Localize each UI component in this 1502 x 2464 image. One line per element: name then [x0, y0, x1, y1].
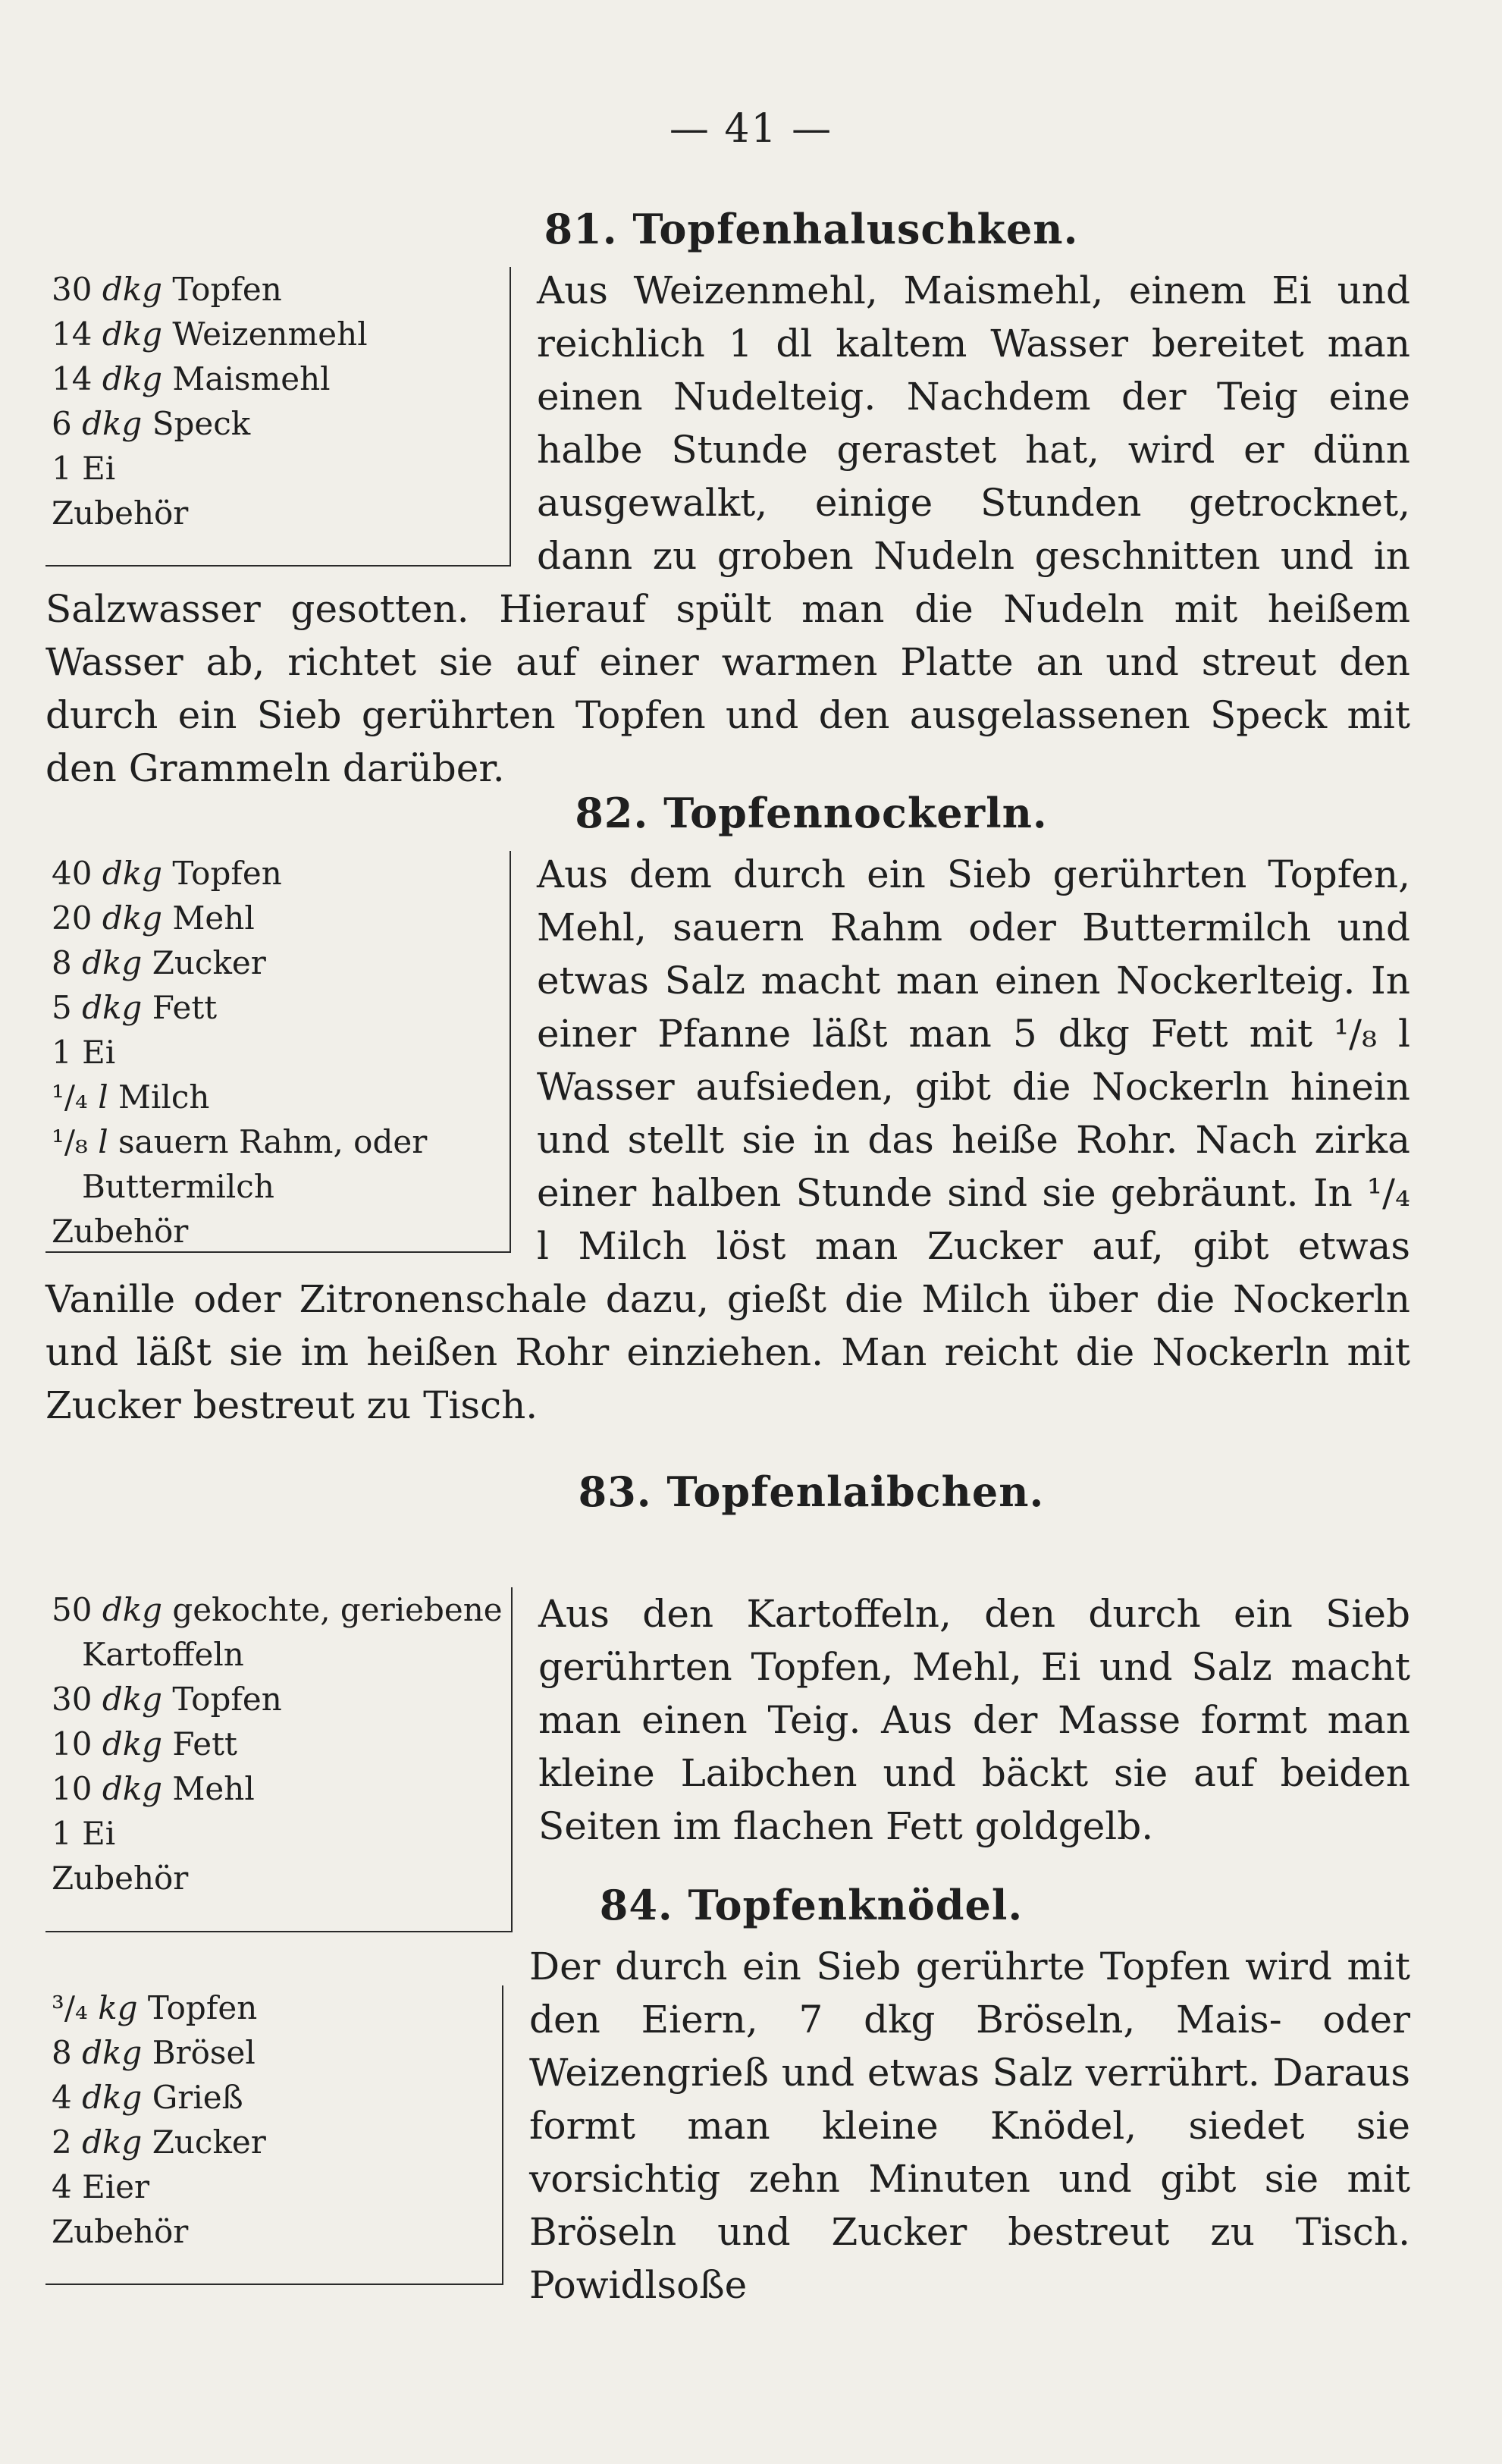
recipe-title: 83. Topfenlaibchen. — [578, 1467, 1045, 1516]
ingredient-item — [52, 940, 499, 985]
ingredient-unit: dkg — [102, 1591, 163, 1628]
ingredient-item — [52, 1677, 500, 1722]
recipe-83 — [45, 1467, 1410, 1932]
ingredient-item — [52, 267, 499, 312]
ingredient-name: Buttermilch — [82, 1168, 274, 1205]
ingredient-unit: dkg — [102, 855, 163, 892]
ingredient-name: Topfen — [172, 855, 282, 892]
ingredient-name: Zubehör — [52, 1860, 189, 1897]
ingredient-unit: kg — [98, 1989, 138, 2026]
ingredient-name: Topfen — [172, 271, 282, 308]
ingredient-item — [52, 401, 499, 446]
ingredient-qty: 8 — [52, 2034, 72, 2071]
ingredient-unit: dkg — [82, 2123, 143, 2161]
ingredient-name: Kartoffeln — [82, 1636, 244, 1673]
ingredient-name: Speck — [152, 405, 251, 442]
ingredient-unit: dkg — [82, 2079, 143, 2116]
recipe-text: Aus Weizenmehl, Maismehl, einem Ei und reichlich 1 dl kaltem Wasser bereitet man einen Nudelteig. Nachdem der Teig eine halbe Stunde gerastet hat, wird er dünn ausgewalkt, einige Stunden getrocknet, dann zu groben Nudeln geschnitten und in Salzwasser gesotten. Hierauf spült man die Nudeln mit heißem Wasser ab, richtet sie auf einer warmen Platte an und streut den durch ein Sieb gerührten Topfen und den ausgelassenen Speck mit den Grammeln darüber. — [45, 268, 1410, 790]
ingredient-qty: 1 — [52, 450, 72, 487]
ingredient-unit: l — [98, 1078, 108, 1116]
ingredient-item — [52, 1587, 503, 1632]
ingredient-qty: 1 — [52, 1815, 72, 1852]
recipe-82 — [45, 789, 1410, 1432]
ingredient-item — [52, 1811, 500, 1856]
ingredient-item — [52, 2209, 491, 2254]
ingredient-list — [45, 267, 511, 567]
ingredient-item — [52, 1119, 499, 1164]
ingredient-unit: dkg — [82, 2034, 143, 2071]
ingredient-name: Ei — [82, 450, 116, 487]
ingredient-qty: 14 — [52, 315, 93, 353]
ingredient-qty: 14 — [52, 360, 93, 397]
ingredient-item — [52, 851, 499, 896]
ingredient-item — [52, 1075, 499, 1119]
ingredient-unit: dkg — [102, 360, 163, 397]
recipe-title: 82. Topfennockerln. — [575, 789, 1048, 837]
ingredient-unit: dkg — [82, 944, 143, 981]
ingredient-name: Topfen — [172, 1681, 282, 1718]
ingredient-item — [52, 2164, 491, 2209]
ingredient-name: Weizenmehl — [172, 315, 368, 353]
ingredient-item — [52, 2120, 491, 2164]
ingredient-qty: 40 — [52, 855, 93, 892]
ingredient-list — [45, 851, 511, 1253]
ingredient-qty: 10 — [52, 1725, 93, 1762]
ingredient-unit: dkg — [102, 1725, 163, 1762]
ingredient-qty: 2 — [52, 2123, 72, 2161]
recipe-text: Aus den Kartoffeln, den durch ein Sieb gerührten Topfen, Mehl, Ei und Salz macht man einen Teig. Aus der Masse formt man kleine Laibchen und bäckt sie auf beiden Seiten im flachen Fett goldgelb. — [538, 1592, 1410, 1848]
ingredient-item — [52, 1766, 500, 1811]
ingredient-unit: dkg — [102, 271, 163, 308]
ingredient-qty: ³/₄ — [52, 1989, 88, 2026]
ingredient-qty: ¹/₈ — [52, 1123, 88, 1160]
recipe-text: Aus dem durch ein Sieb gerührten Topfen, Mehl, sauern Rahm oder Buttermilch und etwas Salz macht man einen Nockerlteig. In einer Pfanne läßt man 5 dkg Fett mit ¹/₈ l Wasser aufsieden, gibt die Nockerln hinein und stellt sie in das heiße Rohr. Nach zirka einer halben Stunde sind sie gebräunt. In ¹/₄ l Milch löst man Zucker auf, gibt etwas Vanille oder Zitronenschale dazu, gießt die Milch über die Nockerln und läßt sie im heißen Rohr einziehen. Man reicht die Nockerln mit Zucker bestreut zu Tisch. — [45, 852, 1410, 1427]
ingredient-list — [45, 1985, 503, 2285]
ingredient-name: Milch — [118, 1078, 210, 1116]
ingredient-name: sauern Rahm, oder — [118, 1123, 428, 1160]
ingredient-unit: dkg — [102, 1681, 163, 1718]
ingredient-qty: 20 — [52, 899, 93, 937]
recipe-81 — [45, 205, 1410, 795]
ingredient-name: Zucker — [152, 944, 266, 981]
ingredient-name: Ei — [82, 1815, 116, 1852]
ingredient-item — [52, 446, 499, 491]
ingredient-qty: 50 — [52, 1591, 93, 1628]
recipe-text: Der durch ein Sieb gerührte Topfen wird mit den Eiern, 7 dkg Bröseln, Mais- oder Weizengrieß und etwas Salz verrührt. Daraus formt man kleine Knödel, siedet sie vorsichtig zehn Minuten und gibt sie mit Bröseln und Zucker bestreut zu Tisch. Powidlsoße — [529, 1945, 1410, 2307]
ingredient-item — [52, 1030, 499, 1075]
ingredient-item — [52, 356, 499, 401]
ingredient-name: Topfen — [147, 1989, 258, 2026]
ingredient-qty: 10 — [52, 1770, 93, 1807]
ingredient-item — [52, 896, 499, 940]
ingredient-item — [52, 1209, 499, 1254]
ingredient-name: Fett — [172, 1725, 237, 1762]
ingredient-item — [52, 491, 499, 535]
ingredient-item — [52, 2030, 491, 2075]
ingredient-item — [52, 1632, 500, 1677]
ingredient-name: Brösel — [152, 2034, 256, 2071]
ingredient-item — [52, 985, 499, 1030]
ingredient-item — [52, 1722, 500, 1766]
ingredient-unit: dkg — [102, 315, 163, 353]
ingredient-qty: 1 — [52, 1034, 72, 1071]
ingredient-name: gekochte, geriebene — [172, 1591, 503, 1628]
ingredient-name: Fett — [152, 989, 218, 1026]
ingredient-name: Zubehör — [52, 494, 189, 532]
ingredient-qty: 4 — [52, 2168, 72, 2205]
ingredient-name: Ei — [82, 1034, 116, 1071]
ingredient-qty: 30 — [52, 271, 93, 308]
ingredient-qty: 4 — [52, 2079, 72, 2116]
ingredient-item — [52, 312, 499, 356]
ingredient-unit: dkg — [102, 1770, 163, 1807]
ingredient-unit: l — [98, 1123, 108, 1160]
ingredient-unit: dkg — [82, 989, 143, 1026]
ingredient-name: Zubehör — [52, 2213, 189, 2250]
recipe-84 — [45, 1881, 1410, 2312]
ingredient-unit: dkg — [82, 405, 143, 442]
ingredient-qty: 30 — [52, 1681, 93, 1718]
ingredient-unit: dkg — [102, 899, 163, 937]
ingredient-name: Zubehör — [52, 1213, 189, 1250]
ingredient-name: Eier — [82, 2168, 150, 2205]
ingredient-qty: ¹/₄ — [52, 1078, 88, 1116]
ingredient-name: Zucker — [152, 2123, 266, 2161]
ingredient-qty: 5 — [52, 989, 72, 1026]
ingredient-qty: 6 — [52, 405, 72, 442]
ingredient-item — [52, 1164, 499, 1209]
ingredient-name: Maismehl — [172, 360, 331, 397]
ingredient-name: Mehl — [172, 899, 255, 937]
ingredient-item — [52, 1985, 491, 2030]
recipe-title: 84. Topfenknödel. — [599, 1881, 1024, 1929]
recipe-title: 81. Topfenhaluschken. — [544, 205, 1079, 253]
ingredient-qty: 8 — [52, 944, 72, 981]
ingredient-name: Grieß — [152, 2079, 243, 2116]
page-number: — 41 — — [669, 106, 833, 152]
ingredient-item — [52, 2075, 491, 2120]
ingredient-name: Mehl — [172, 1770, 255, 1807]
